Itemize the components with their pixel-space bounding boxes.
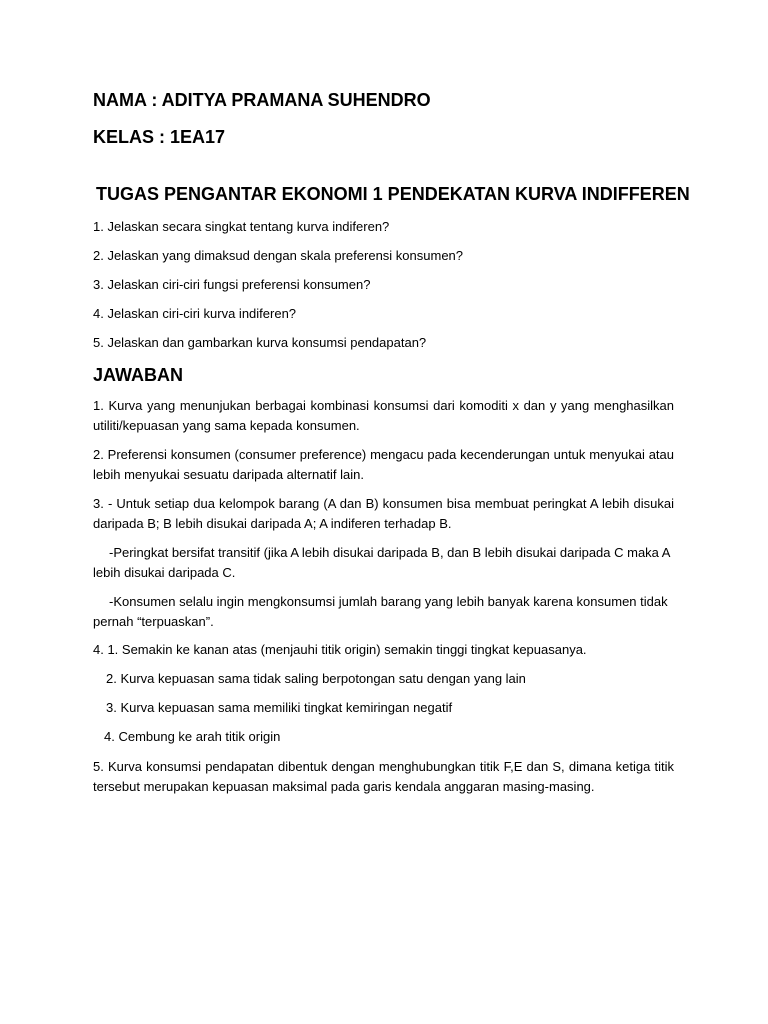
answers-heading: JAWABAN bbox=[93, 365, 184, 385]
answer-4-point-1: 4. 1. Semakin ke kanan atas (menjauhi titik origin) semakin tinggi tingkat kepuasanya. bbox=[93, 642, 587, 657]
answer-5: 5. Kurva konsumsi pendapatan dibentuk dengan menghubungkan titik F,E dan S, dimana ketiga titik tersebut merupakan kepuasan maksimal pada garis kendala anggaran masing-masing. bbox=[93, 759, 674, 794]
question-item: 1. Jelaskan secara singkat tentang kurva indiferen? bbox=[93, 219, 390, 234]
document-title: TUGAS PENGANTAR EKONOMI 1 PENDEKATAN KURVA INDIFFEREN bbox=[96, 184, 690, 204]
answer-4-point-2: 2. Kurva kepuasan sama tidak saling berpotongan satu dengan yang lain bbox=[106, 671, 526, 686]
answer-3-point-3: -Konsumen selalu ingin mengkonsumsi jumlah barang yang lebih banyak karena konsumen tidak pernah “terpuaskan”. bbox=[93, 594, 668, 629]
question-item: 5. Jelaskan dan gambarkan kurva konsumsi pendapatan? bbox=[93, 335, 427, 350]
question-item: 4. Jelaskan ciri-ciri kurva indiferen? bbox=[93, 306, 297, 321]
answer-2: 2. Preferensi konsumen (consumer preference) mengacu pada kecenderungan untuk menyukai atau lebih menyukai sesuatu daripada alternatif lain. bbox=[93, 447, 674, 482]
answer-3-point-1: 3. - Untuk setiap dua kelompok barang (A dan B) konsumen bisa membuat peringkat A lebih disukai daripada B; B lebih disukai daripada A; A indiferen terhadap B. bbox=[93, 496, 674, 531]
answer-4-point-4: 4. Cembung ke arah titik origin bbox=[104, 729, 281, 744]
answer-4-point-3: 3. Kurva kepuasan sama memiliki tingkat kemiringan negatif bbox=[106, 700, 453, 715]
question-item: 2. Jelaskan yang dimaksud dengan skala preferensi konsumen? bbox=[93, 248, 464, 263]
answer-1: 1. Kurva yang menunjukan berbagai kombinasi konsumsi dari komoditi x dan y yang menghasilkan utiliti/kepuasan yang sama kepada konsumen. bbox=[93, 398, 674, 433]
student-name: NAMA : ADITYA PRAMANA SUHENDRO bbox=[93, 90, 431, 110]
answer-3-point-2: -Peringkat bersifat transitif (jika A lebih disukai daripada B, dan B lebih disukai daripada C maka A lebih disukai daripada C. bbox=[93, 545, 670, 580]
question-list bbox=[93, 218, 674, 352]
document-body bbox=[93, 88, 690, 806]
student-class: KELAS : 1EA17 bbox=[93, 127, 226, 147]
question-item: 3. Jelaskan ciri-ciri fungsi preferensi konsumen? bbox=[93, 277, 371, 292]
